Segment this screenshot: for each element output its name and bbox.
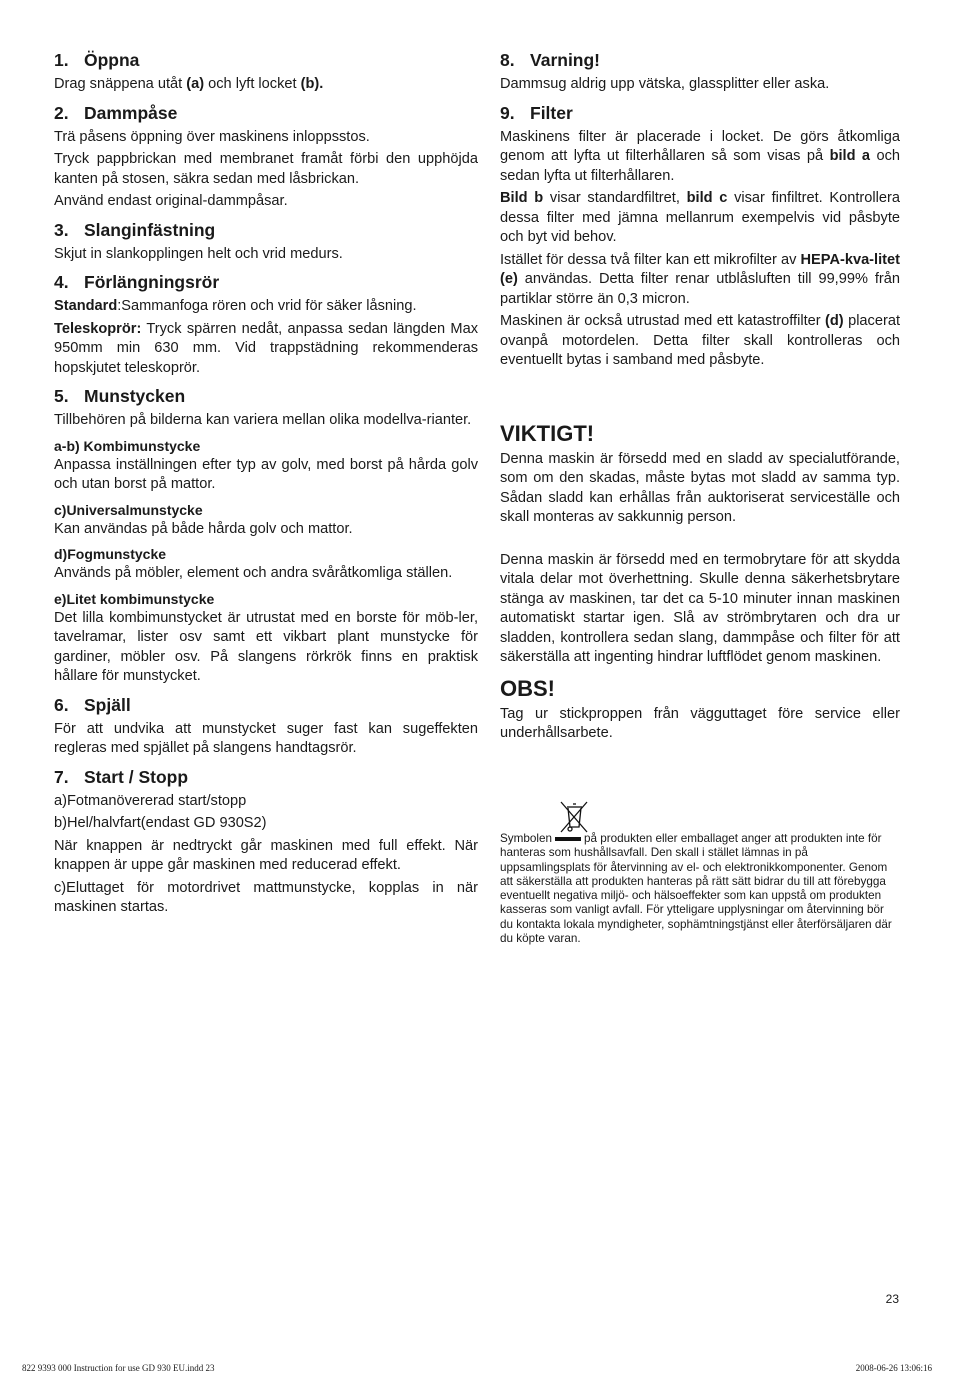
right-column	[500, 50, 900, 752]
section-heading	[54, 767, 478, 788]
paragraph: Tryck pappbrickan med membranet framåt förbi den upphöjda kanten på stosen, säkra sedan med låsbrickan.	[54, 151, 478, 187]
paragraph: Det lilla kombimunstycket är utrustat med en borste för möb-ler, tavelramar, lister osv samt ett vikbart plant munstycke för gardiner, möbler osv. På slangens rörkrök finns en praktisk hållare för munstycket.	[54, 609, 478, 684]
weee-bar-icon	[555, 837, 581, 841]
section-number: 8.	[500, 50, 515, 70]
text: :Sammanfoga rören och vrid för säker låsning.	[117, 298, 417, 314]
section-number: 6.	[54, 694, 69, 715]
crossed-out-wheelie-bin-icon	[559, 800, 589, 834]
spacer	[500, 531, 900, 551]
paragraph: Trä påsens öppning över maskinens inloppsstos.	[54, 128, 370, 145]
section-heading	[54, 695, 478, 716]
weee-text	[500, 832, 900, 946]
section-title: Spjäll	[84, 694, 131, 715]
paragraph: Använd endast original-dammpåsar.	[54, 193, 288, 209]
text-bold: bild a	[829, 148, 871, 164]
notice-heading: OBS!	[500, 675, 555, 701]
text: visar finfiltret. Kontrollera dessa filter med jämna mellanrum exempelvis vid påsbyte och byt vid behov.	[500, 190, 900, 245]
section-title: Varning!	[530, 50, 601, 70]
section-viktigt	[500, 421, 900, 668]
section-heading	[500, 103, 900, 124]
section-title: Filter	[530, 102, 573, 123]
subheading: e)Litet kombimunstycke	[54, 590, 215, 607]
paragraph: Tillbehören på bilderna kan variera mellan olika modellva-rianter.	[54, 412, 472, 428]
spacer	[500, 379, 900, 421]
text: och lyft locket	[204, 76, 301, 92]
section-slanginfastning	[54, 220, 478, 265]
weee-notice	[500, 832, 900, 946]
section-title: Öppna	[84, 50, 140, 70]
section-number: 3.	[54, 219, 69, 240]
paragraph	[54, 75, 478, 95]
footer-file-info: 822 9393 000 Instruction for use GD 930 EU.indd 23	[22, 1363, 215, 1373]
text: och sedan lyfta ut filterhållaren.	[500, 148, 900, 184]
section-heading	[500, 50, 900, 71]
section-varning	[500, 50, 900, 95]
section-oppna	[54, 50, 478, 95]
paragraph	[500, 189, 900, 248]
text-bold: (d)	[825, 313, 844, 329]
section-title: Start / Stopp	[84, 766, 189, 787]
paragraph	[500, 312, 900, 371]
section-heading	[54, 103, 478, 124]
warning-heading: VIKTIGT!	[500, 420, 595, 446]
text: Istället för dessa två filter kan ett mikrofilter av	[500, 251, 801, 268]
section-filter	[500, 103, 900, 371]
paragraph: Dammsug aldrig upp vätska, glassplitter eller aska.	[500, 76, 830, 92]
section-number: 4.	[54, 272, 69, 292]
paragraph: Denna maskin är försedd med en sladd av specialutförande, som om den skadas, måste bytas mot sladd av samma typ. Sådan sladd kan erhållas från auktoriserat serviceställe och skall monteras av sakkunnig person.	[500, 450, 900, 525]
subheading: d)Fogmunstycke	[54, 546, 167, 562]
section-number: 9.	[500, 102, 515, 123]
paragraph	[500, 128, 900, 187]
section-heading	[54, 386, 478, 407]
paragraph: När knappen är nedtryckt går maskinen med full effekt. När knappen är uppe går maskinen med reducerad effekt.	[54, 837, 478, 873]
paragraph	[500, 251, 900, 310]
paragraph: b)Hel/halvfart(endast GD 930S2)	[54, 815, 267, 831]
section-title: Dammpåse	[84, 102, 178, 123]
paragraph: Anpassa inställningen efter typ av golv, med borst på hårda golv och utan borst på mattor.	[54, 456, 478, 492]
text: placerat ovanpå motordelen. Detta filter skall kontrolleras och eventuellt bytas i samband med påsbyte.	[500, 313, 900, 368]
text: visar standardfiltret,	[543, 190, 687, 206]
section-start-stopp	[54, 767, 478, 918]
section-forlangningsror	[54, 272, 478, 378]
section-number: 1.	[54, 50, 69, 70]
section-heading	[54, 272, 478, 293]
section-munstycken	[54, 386, 478, 687]
section-dammpase	[54, 103, 478, 212]
section-heading	[54, 50, 478, 71]
subheading: c)Universalmunstycke	[54, 501, 203, 518]
paragraph: Kan användas på både hårda golv och mattor.	[54, 520, 353, 537]
paragraph: Denna maskin är försedd med en termobrytare för att skydda vitala delar mot överhettning. Skulle denna säkerhetsbrytare stänga av maskinen, tar det ca 5-10 minuter innan maskinen automatiskt startar igen. Slå av strömbrytaren och dra ur sladden, kontrollera sedan slang, dammpåse och filter för att säkerställa att ingenting hindrar luftflödet genom maskinen.	[500, 551, 900, 665]
text-bold: (b).	[300, 76, 324, 92]
text: Maskinen är också utrustad med ett katastroffilter	[500, 313, 826, 329]
paragraph: För att undvika att munstycket suger fast kan sugeffekten regleras med spjället på slangens handtagsrör.	[54, 720, 478, 756]
section-heading	[54, 220, 478, 241]
text: på produkten eller emballaget anger att produkten inte för hanteras som hushållsavfall. Den skall i stället lämnas in på uppsamlingsplats för återvinning av el- och elektronikkomponenter. Genom att säkerställa att produkten hanteras på rätt sätt bidrar du till att förebygga eventuellt negativa miljö- och hälsoeffekter som kan uppstå om produkten kasseras som vanligt avfall. För ytteligare upplysningar om återvinning bör du kontakta lokala myndigheter, sophämtningstjänst eller återförsäljaren där du köpte varan.	[500, 832, 892, 946]
section-number: 7.	[54, 766, 69, 787]
text: Maskinens filter är placerade i locket. De görs åtkomliga genom att lyfta ut filterhållaren så som visas på	[500, 128, 900, 164]
section-title: Förlängningsrör	[84, 272, 220, 292]
footer-timestamp: 2008-06-26 13:06:16	[855, 1363, 932, 1373]
section-title: Slanginfästning	[84, 219, 216, 240]
paragraph	[54, 320, 478, 379]
text-bold: (a)	[186, 76, 205, 92]
text: Drag snäppena utåt	[54, 76, 187, 92]
text-bold: HEPA-kva-litet (e)	[500, 251, 900, 287]
section-number: 5.	[54, 386, 69, 406]
section-number: 2.	[54, 102, 69, 123]
section-obs	[500, 676, 900, 744]
paragraph: a)Fotmanövererad start/stopp	[54, 792, 247, 809]
text: Symbolen	[500, 832, 552, 845]
section-spjall	[54, 695, 478, 759]
paragraph: Skjut in slankopplingen helt och vrid medurs.	[54, 245, 343, 262]
paragraph: Används på möbler, element och andra svåråtkomliga ställen.	[54, 565, 453, 581]
text-bold: bild c	[686, 190, 728, 206]
section-title: Munstycken	[84, 386, 186, 406]
paragraph: Tag ur stickproppen från vägguttaget före service eller underhållsarbete.	[500, 705, 900, 741]
paragraph: c)Eluttaget för motordrivet mattmunstycke, kopplas in när maskinen startas.	[54, 879, 478, 915]
subheading: a-b) Kombimunstycke	[54, 437, 201, 454]
text: användas. Detta filter renar utblåsluften till 99,99% från partiklar större än 0,3 micron.	[500, 271, 900, 307]
paragraph	[54, 297, 478, 317]
text-bold: Teleskoprör:	[54, 320, 142, 337]
left-column	[54, 50, 478, 926]
page-number: 23	[885, 1292, 899, 1306]
text: Tryck spärren nedåt, anpassa sedan längden Max 950mm min 630 mm. Vid trappstädning rekommenderas hopskjutet teleskoprör.	[54, 320, 478, 376]
text-bold: Standard	[54, 298, 118, 314]
text-bold: Bild b	[500, 190, 544, 206]
